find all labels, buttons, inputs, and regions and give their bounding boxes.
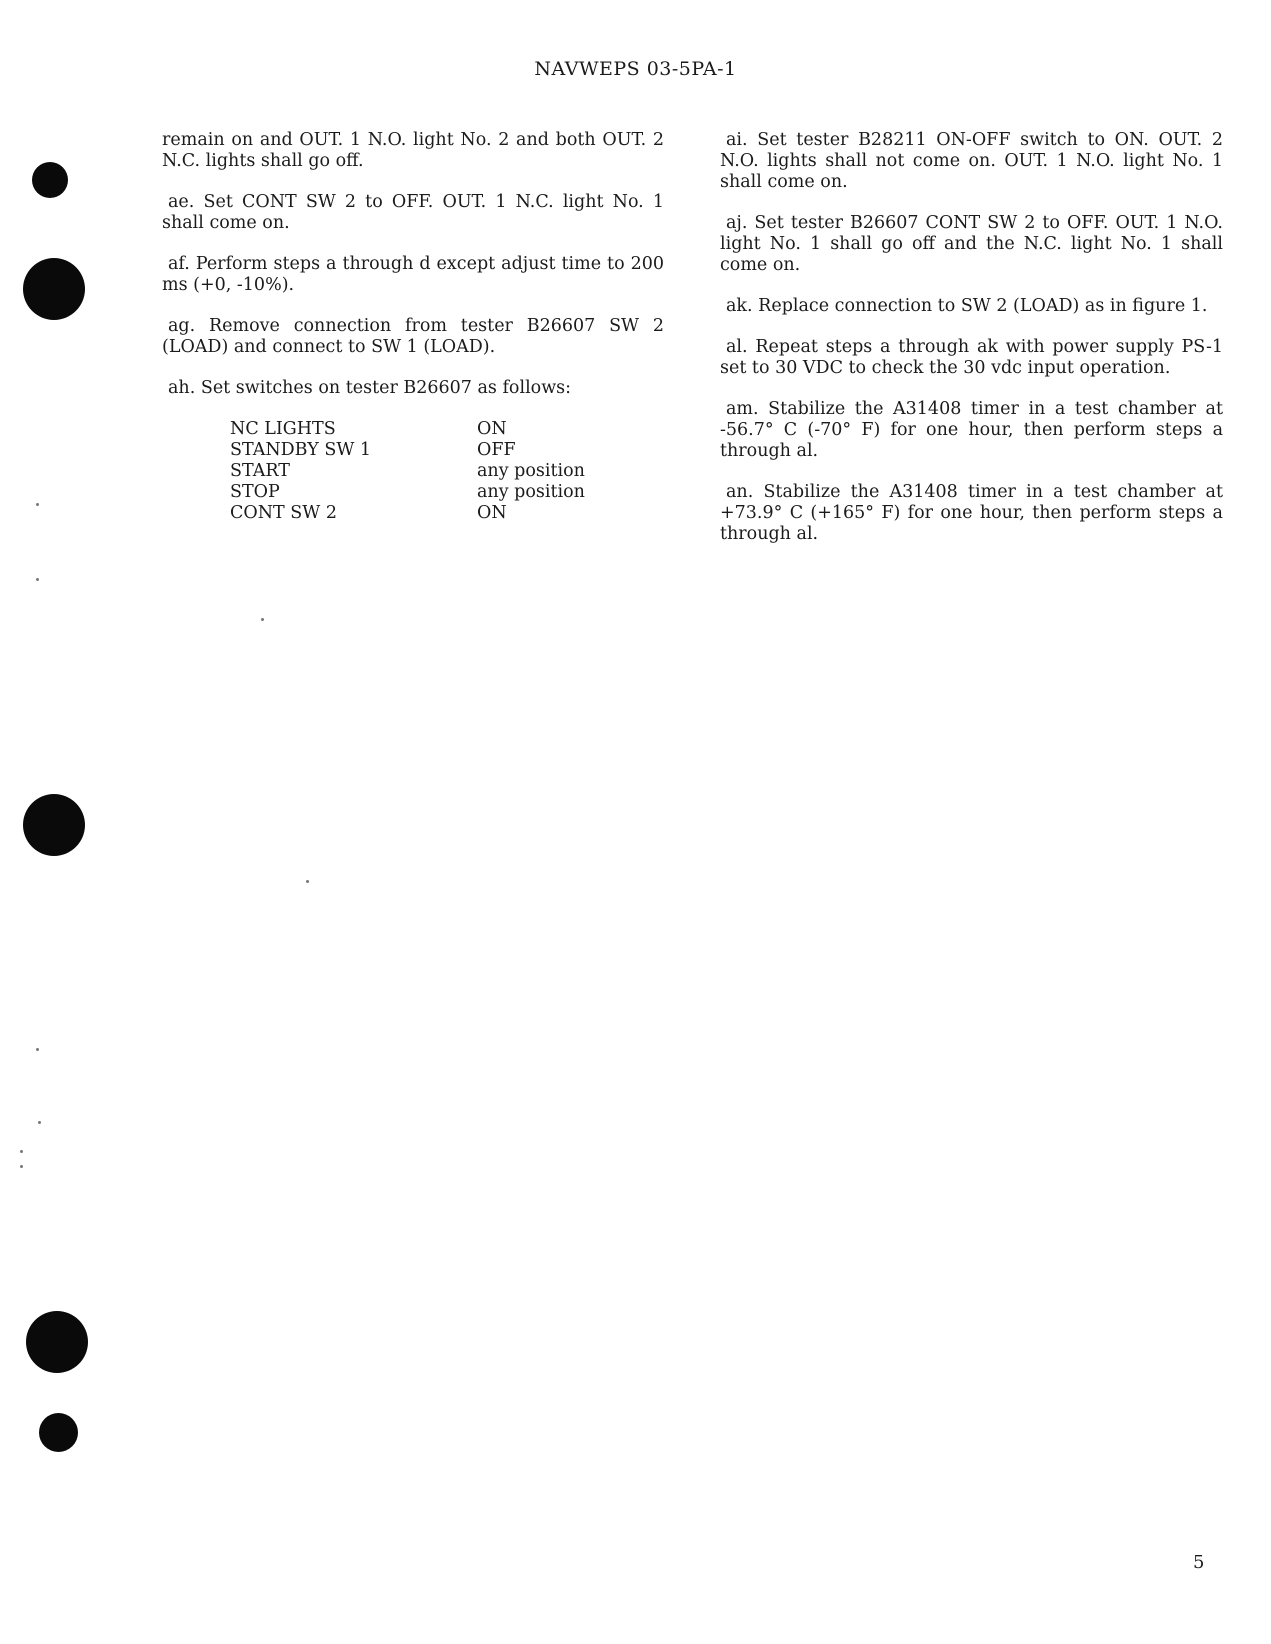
scan-speck (36, 503, 39, 506)
paragraph-step-ah: ah. Set switches on tester B26607 as follows: (168, 378, 572, 398)
scan-speck (20, 1150, 23, 1153)
paragraph-step-an: an. Stabilize the A31408 timer in a test chamber at +73.9° C (+165° F) for one hour, then perform steps a through al. (720, 482, 1223, 544)
scan-speck (36, 578, 39, 581)
paragraph-step-af: af. Perform steps a through d except adjust time to 200 ms (+0, -10%). (162, 254, 664, 295)
paragraph-step-am: am. Stabilize the A31408 timer in a test chamber at -56.7° C (-70° F) for one hour, then perform steps a through al. (720, 399, 1223, 461)
switch-name: STOP (230, 482, 280, 502)
switch-settings-list (230, 419, 664, 524)
scan-speck (306, 880, 309, 883)
paragraph-step-ak: ak. Replace connection to SW 2 (LOAD) as in figure 1. (726, 296, 1208, 316)
paragraph-continuation: remain on and OUT. 1 N.O. light No. 2 and both OUT. 2 N.C. lights shall go off. (162, 130, 664, 171)
scan-speck (261, 618, 264, 621)
punch-hole-2 (23, 258, 85, 320)
switch-name: STANDBY SW 1 (230, 440, 372, 460)
paragraph-step-aj: aj. Set tester B26607 CONT SW 2 to OFF. OUT. 1 N.O. light No. 1 shall go off and the N.C. light No. 1 shall come on. (720, 213, 1223, 275)
switch-value: any position (477, 461, 585, 481)
punch-hole-1 (32, 162, 68, 198)
switch-value: any position (477, 482, 585, 502)
punch-hole-4 (26, 1311, 88, 1373)
left-column (162, 130, 664, 524)
document-id-header: NAVWEPS 03-5PA-1 (534, 58, 737, 80)
switch-setting-row (230, 461, 664, 482)
right-column (720, 130, 1223, 565)
paragraph-step-al: al. Repeat steps a through ak with power supply PS-1 set to 30 VDC to check the 30 vdc input operation. (720, 337, 1223, 378)
switch-setting-row (230, 503, 664, 524)
switch-setting-row (230, 440, 664, 461)
scan-speck (38, 1121, 41, 1124)
paragraph-step-ae: ae. Set CONT SW 2 to OFF. OUT. 1 N.C. light No. 1 shall come on. (162, 192, 664, 233)
switch-value: ON (477, 419, 507, 439)
switch-setting-row (230, 482, 664, 503)
punch-hole-3 (23, 794, 85, 856)
page-number: 5 (1193, 1552, 1205, 1573)
switch-name: CONT SW 2 (230, 503, 337, 523)
switch-name: NC LIGHTS (230, 419, 336, 439)
switch-name: START (230, 461, 290, 481)
paragraph-step-ag: ag. Remove connection from tester B26607 SW 2 (LOAD) and connect to SW 1 (LOAD). (162, 316, 664, 357)
switch-value: ON (477, 503, 507, 523)
punch-hole-5 (39, 1413, 78, 1452)
switch-value: OFF (477, 440, 516, 460)
scan-speck (20, 1165, 23, 1168)
scan-speck (36, 1048, 39, 1051)
switch-setting-row (230, 419, 664, 440)
paragraph-step-ai: ai. Set tester B28211 ON-OFF switch to ON. OUT. 2 N.O. lights shall not come on. OUT. 1 N.O. light No. 1 shall come on. (720, 130, 1223, 192)
